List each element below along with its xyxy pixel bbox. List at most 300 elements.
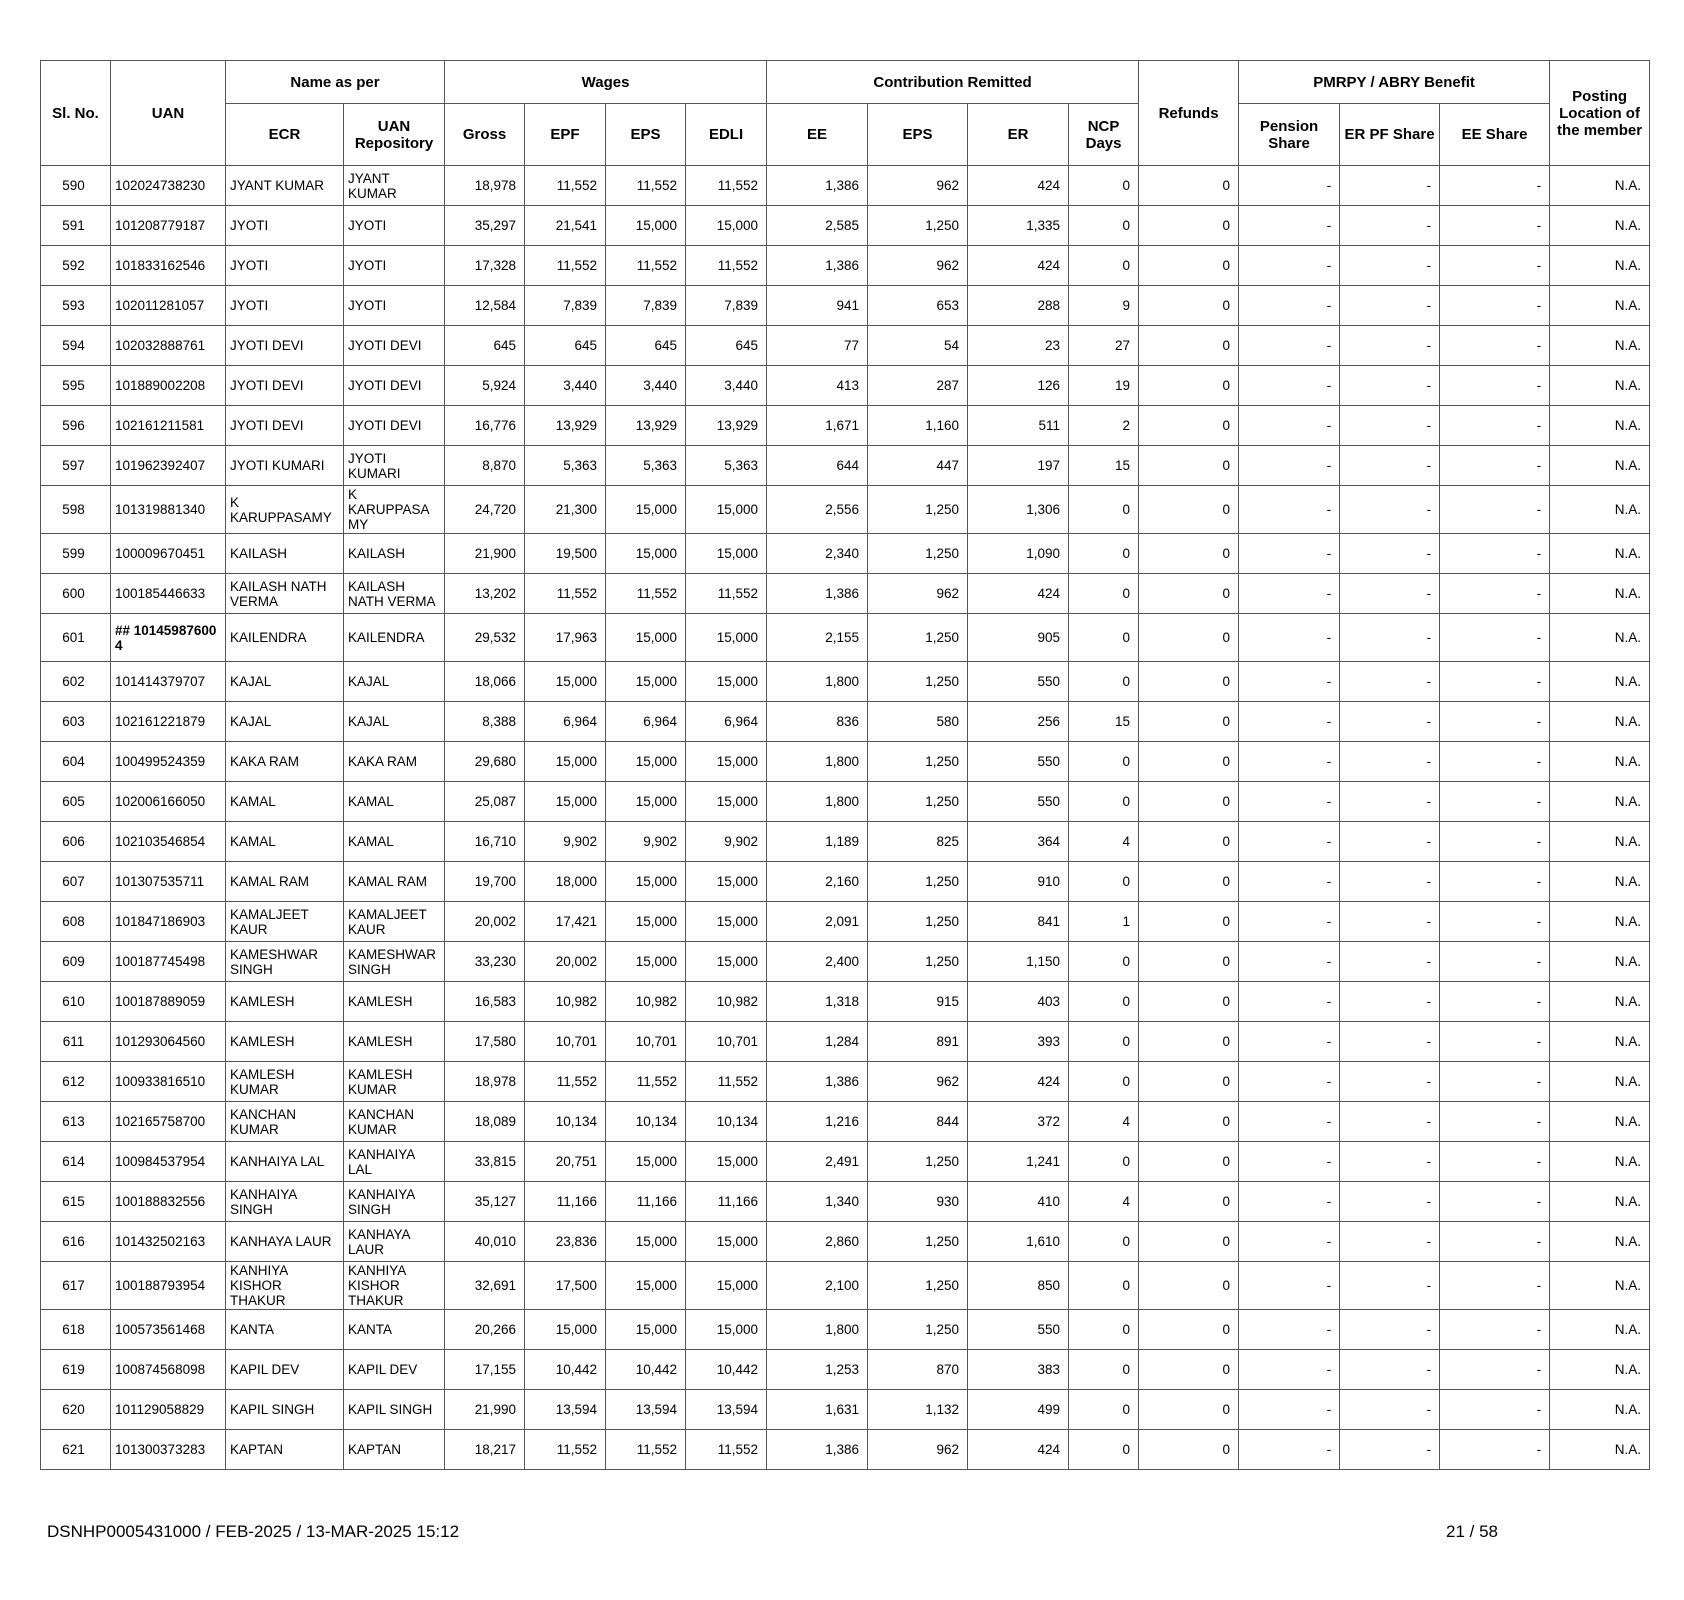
cell-er-pf-share: -	[1340, 1182, 1440, 1222]
cell-ncp-days: 0	[1069, 246, 1139, 286]
cell-contribution-ee: 1,386	[767, 246, 868, 286]
cell-posting-location: N.A.	[1550, 1022, 1650, 1062]
cell-sl-no: 610	[41, 982, 111, 1022]
cell-contribution-ee: 941	[767, 286, 868, 326]
cell-name-ecr: JYOTI	[226, 206, 344, 246]
cell-wages-gross: 29,532	[445, 614, 525, 662]
cell-sl-no: 621	[41, 1430, 111, 1470]
cell-uan: 100499524359	[111, 742, 226, 782]
cell-sl-no: 609	[41, 942, 111, 982]
table-row	[41, 1262, 1650, 1310]
header-epf: EPF	[525, 104, 606, 166]
cell-wages-gross: 20,002	[445, 902, 525, 942]
cell-uan: 102165758700	[111, 1102, 226, 1142]
cell-contribution-eps: 891	[868, 1022, 968, 1062]
cell-er-pf-share: -	[1340, 942, 1440, 982]
cell-refunds: 0	[1139, 614, 1239, 662]
cell-contribution-ee: 1,318	[767, 982, 868, 1022]
cell-contribution-ee: 836	[767, 702, 868, 742]
cell-uan: 100187889059	[111, 982, 226, 1022]
cell-name-uan-repository: JYOTI DEVI	[344, 406, 445, 446]
cell-name-uan-repository: KANCHAN KUMAR	[344, 1102, 445, 1142]
cell-contribution-eps: 54	[868, 326, 968, 366]
cell-wages-edli: 645	[686, 326, 767, 366]
cell-er-pf-share: -	[1340, 1222, 1440, 1262]
cell-ncp-days: 0	[1069, 982, 1139, 1022]
cell-wages-gross: 18,089	[445, 1102, 525, 1142]
cell-refunds: 0	[1139, 1142, 1239, 1182]
cell-posting-location: N.A.	[1550, 366, 1650, 406]
cell-contribution-er: 424	[968, 246, 1069, 286]
cell-contribution-eps: 870	[868, 1350, 968, 1390]
table-row	[41, 1390, 1650, 1430]
cell-wages-eps: 11,552	[606, 1430, 686, 1470]
cell-wages-edli: 10,701	[686, 1022, 767, 1062]
cell-er-pf-share: -	[1340, 1390, 1440, 1430]
cell-contribution-er: 1,150	[968, 942, 1069, 982]
cell-contribution-er: 499	[968, 1390, 1069, 1430]
cell-name-uan-repository: KANHAYA LAUR	[344, 1222, 445, 1262]
cell-sl-no: 614	[41, 1142, 111, 1182]
cell-name-ecr: JYOTI DEVI	[226, 326, 344, 366]
cell-name-ecr: KAKA RAM	[226, 742, 344, 782]
cell-posting-location: N.A.	[1550, 446, 1650, 486]
cell-wages-eps: 7,839	[606, 286, 686, 326]
cell-wages-epf: 10,701	[525, 1022, 606, 1062]
cell-ncp-days: 0	[1069, 1350, 1139, 1390]
cell-refunds: 0	[1139, 206, 1239, 246]
cell-wages-gross: 16,583	[445, 982, 525, 1022]
cell-contribution-ee: 1,386	[767, 1430, 868, 1470]
cell-wages-epf: 3,440	[525, 366, 606, 406]
cell-wages-gross: 16,776	[445, 406, 525, 446]
cell-wages-edli: 15,000	[686, 534, 767, 574]
cell-name-ecr: KAPTAN	[226, 1430, 344, 1470]
cell-uan: 100874568098	[111, 1350, 226, 1390]
cell-contribution-er: 910	[968, 862, 1069, 902]
header-pmrpy-abry: PMRPY / ABRY Benefit	[1239, 61, 1550, 104]
cell-wages-gross: 8,870	[445, 446, 525, 486]
cell-ncp-days: 27	[1069, 326, 1139, 366]
cell-er-pf-share: -	[1340, 862, 1440, 902]
header-contribution-eps: EPS	[868, 104, 968, 166]
cell-pension-share: -	[1239, 742, 1340, 782]
cell-pension-share: -	[1239, 1222, 1340, 1262]
cell-wages-epf: 20,751	[525, 1142, 606, 1182]
cell-wages-epf: 9,902	[525, 822, 606, 862]
cell-name-uan-repository: KAMESHWAR SINGH	[344, 942, 445, 982]
cell-uan: 101847186903	[111, 902, 226, 942]
cell-ee-share: -	[1440, 206, 1550, 246]
cell-name-ecr: KANHIYA KISHOR THAKUR	[226, 1262, 344, 1310]
cell-sl-no: 618	[41, 1310, 111, 1350]
cell-contribution-eps: 447	[868, 446, 968, 486]
cell-wages-epf: 20,002	[525, 942, 606, 982]
cell-wages-gross: 13,202	[445, 574, 525, 614]
cell-posting-location: N.A.	[1550, 1102, 1650, 1142]
cell-name-ecr: KAMAL	[226, 782, 344, 822]
cell-ncp-days: 0	[1069, 1430, 1139, 1470]
cell-name-ecr: JYOTI DEVI	[226, 406, 344, 446]
cell-name-ecr: KANHAYA LAUR	[226, 1222, 344, 1262]
table-row	[41, 1062, 1650, 1102]
cell-pension-share: -	[1239, 446, 1340, 486]
cell-ee-share: -	[1440, 982, 1550, 1022]
cell-pension-share: -	[1239, 406, 1340, 446]
cell-wages-gross: 8,388	[445, 702, 525, 742]
cell-ee-share: -	[1440, 246, 1550, 286]
cell-wages-edli: 15,000	[686, 1222, 767, 1262]
cell-wages-gross: 21,900	[445, 534, 525, 574]
cell-er-pf-share: -	[1340, 1350, 1440, 1390]
cell-contribution-eps: 1,250	[868, 1222, 968, 1262]
cell-contribution-ee: 2,100	[767, 1262, 868, 1310]
header-edli: EDLI	[686, 104, 767, 166]
cell-er-pf-share: -	[1340, 246, 1440, 286]
cell-contribution-eps: 1,250	[868, 1262, 968, 1310]
table-row	[41, 1350, 1650, 1390]
cell-wages-epf: 23,836	[525, 1222, 606, 1262]
cell-wages-gross: 5,924	[445, 366, 525, 406]
cell-contribution-ee: 1,800	[767, 782, 868, 822]
cell-pension-share: -	[1239, 1390, 1340, 1430]
cell-refunds: 0	[1139, 942, 1239, 982]
cell-wages-edli: 13,594	[686, 1390, 767, 1430]
cell-name-uan-repository: KAMAL RAM	[344, 862, 445, 902]
cell-ee-share: -	[1440, 782, 1550, 822]
table-row	[41, 782, 1650, 822]
cell-wages-edli: 9,902	[686, 822, 767, 862]
cell-wages-gross: 25,087	[445, 782, 525, 822]
cell-posting-location: N.A.	[1550, 1390, 1650, 1430]
cell-contribution-eps: 1,250	[868, 1142, 968, 1182]
cell-sl-no: 603	[41, 702, 111, 742]
cell-wages-gross: 35,127	[445, 1182, 525, 1222]
cell-name-uan-repository: KAMLESH	[344, 982, 445, 1022]
cell-wages-epf: 6,964	[525, 702, 606, 742]
cell-uan: 100933816510	[111, 1062, 226, 1102]
cell-pension-share: -	[1239, 1102, 1340, 1142]
table-row	[41, 862, 1650, 902]
cell-ncp-days: 4	[1069, 1182, 1139, 1222]
table-row	[41, 206, 1650, 246]
cell-refunds: 0	[1139, 1262, 1239, 1310]
cell-ee-share: -	[1440, 366, 1550, 406]
cell-er-pf-share: -	[1340, 286, 1440, 326]
cell-contribution-eps: 1,250	[868, 662, 968, 702]
cell-contribution-ee: 2,155	[767, 614, 868, 662]
cell-posting-location: N.A.	[1550, 782, 1650, 822]
cell-refunds: 0	[1139, 1430, 1239, 1470]
cell-name-ecr: JYOTI KUMARI	[226, 446, 344, 486]
cell-name-ecr: JYOTI	[226, 246, 344, 286]
cell-wages-eps: 6,964	[606, 702, 686, 742]
cell-posting-location: N.A.	[1550, 574, 1650, 614]
cell-wages-gross: 19,700	[445, 862, 525, 902]
cell-contribution-eps: 844	[868, 1102, 968, 1142]
cell-ncp-days: 4	[1069, 822, 1139, 862]
cell-posting-location: N.A.	[1550, 942, 1650, 982]
cell-name-uan-repository: KAPIL SINGH	[344, 1390, 445, 1430]
cell-wages-eps: 10,442	[606, 1350, 686, 1390]
cell-contribution-eps: 1,250	[868, 534, 968, 574]
cell-name-ecr: KANHAIYA SINGH	[226, 1182, 344, 1222]
cell-uan: 101319881340	[111, 486, 226, 534]
cell-refunds: 0	[1139, 702, 1239, 742]
cell-name-uan-repository: JYANT KUMAR	[344, 166, 445, 206]
cell-name-uan-repository: KAPTAN	[344, 1430, 445, 1470]
table-row	[41, 326, 1650, 366]
cell-refunds: 0	[1139, 1022, 1239, 1062]
cell-posting-location: N.A.	[1550, 1350, 1650, 1390]
cell-ee-share: -	[1440, 614, 1550, 662]
cell-refunds: 0	[1139, 662, 1239, 702]
cell-wages-edli: 6,964	[686, 702, 767, 742]
cell-uan: 100984537954	[111, 1142, 226, 1182]
cell-contribution-er: 905	[968, 614, 1069, 662]
cell-refunds: 0	[1139, 1102, 1239, 1142]
cell-wages-edli: 11,552	[686, 166, 767, 206]
cell-er-pf-share: -	[1340, 406, 1440, 446]
cell-er-pf-share: -	[1340, 1102, 1440, 1142]
cell-contribution-er: 1,610	[968, 1222, 1069, 1262]
cell-wages-gross: 20,266	[445, 1310, 525, 1350]
cell-contribution-er: 1,306	[968, 486, 1069, 534]
cell-ncp-days: 0	[1069, 614, 1139, 662]
cell-wages-eps: 11,552	[606, 1062, 686, 1102]
cell-contribution-eps: 580	[868, 702, 968, 742]
cell-er-pf-share: -	[1340, 486, 1440, 534]
cell-refunds: 0	[1139, 286, 1239, 326]
cell-pension-share: -	[1239, 366, 1340, 406]
cell-pension-share: -	[1239, 286, 1340, 326]
cell-ncp-days: 0	[1069, 1310, 1139, 1350]
cell-contribution-ee: 1,386	[767, 166, 868, 206]
cell-contribution-ee: 77	[767, 326, 868, 366]
cell-posting-location: N.A.	[1550, 534, 1650, 574]
cell-refunds: 0	[1139, 1310, 1239, 1350]
table-row	[41, 534, 1650, 574]
footer-page-number: 21 / 58	[1446, 1522, 1498, 1541]
cell-contribution-ee: 1,386	[767, 1062, 868, 1102]
cell-wages-epf: 17,963	[525, 614, 606, 662]
cell-wages-edli: 15,000	[686, 942, 767, 982]
cell-er-pf-share: -	[1340, 902, 1440, 942]
cell-name-uan-repository: KAILASH NATH VERMA	[344, 574, 445, 614]
cell-contribution-eps: 962	[868, 246, 968, 286]
cell-sl-no: 593	[41, 286, 111, 326]
cell-wages-epf: 11,552	[525, 246, 606, 286]
cell-contribution-ee: 1,800	[767, 1310, 868, 1350]
cell-ncp-days: 0	[1069, 166, 1139, 206]
cell-contribution-er: 403	[968, 982, 1069, 1022]
cell-wages-eps: 15,000	[606, 486, 686, 534]
cell-name-ecr: JYANT KUMAR	[226, 166, 344, 206]
table-row	[41, 1102, 1650, 1142]
cell-er-pf-share: -	[1340, 446, 1440, 486]
cell-refunds: 0	[1139, 1182, 1239, 1222]
cell-posting-location: N.A.	[1550, 1062, 1650, 1102]
cell-er-pf-share: -	[1340, 326, 1440, 366]
cell-refunds: 0	[1139, 534, 1239, 574]
table-row	[41, 902, 1650, 942]
cell-wages-eps: 15,000	[606, 1142, 686, 1182]
cell-pension-share: -	[1239, 1022, 1340, 1062]
cell-wages-gross: 40,010	[445, 1222, 525, 1262]
cell-sl-no: 600	[41, 574, 111, 614]
cell-contribution-eps: 915	[868, 982, 968, 1022]
cell-wages-eps: 15,000	[606, 862, 686, 902]
cell-wages-edli: 15,000	[686, 662, 767, 702]
cell-refunds: 0	[1139, 1062, 1239, 1102]
cell-contribution-er: 410	[968, 1182, 1069, 1222]
cell-wages-eps: 645	[606, 326, 686, 366]
cell-uan: 101300373283	[111, 1430, 226, 1470]
cell-wages-edli: 15,000	[686, 1262, 767, 1310]
cell-wages-edli: 15,000	[686, 486, 767, 534]
cell-ee-share: -	[1440, 1102, 1550, 1142]
cell-contribution-er: 424	[968, 1062, 1069, 1102]
cell-wages-gross: 18,217	[445, 1430, 525, 1470]
cell-er-pf-share: -	[1340, 166, 1440, 206]
cell-pension-share: -	[1239, 246, 1340, 286]
cell-er-pf-share: -	[1340, 1430, 1440, 1470]
cell-ncp-days: 0	[1069, 574, 1139, 614]
cell-er-pf-share: -	[1340, 534, 1440, 574]
cell-wages-edli: 15,000	[686, 742, 767, 782]
cell-pension-share: -	[1239, 1262, 1340, 1310]
cell-name-ecr: KAILENDRA	[226, 614, 344, 662]
cell-wages-edli: 11,552	[686, 574, 767, 614]
header-pension-share: Pension Share	[1239, 104, 1340, 166]
cell-sl-no: 591	[41, 206, 111, 246]
cell-contribution-eps: 1,160	[868, 406, 968, 446]
cell-ee-share: -	[1440, 1310, 1550, 1350]
cell-contribution-er: 511	[968, 406, 1069, 446]
cell-posting-location: N.A.	[1550, 982, 1650, 1022]
cell-wages-gross: 12,584	[445, 286, 525, 326]
cell-wages-eps: 3,440	[606, 366, 686, 406]
cell-wages-edli: 10,442	[686, 1350, 767, 1390]
cell-wages-eps: 11,166	[606, 1182, 686, 1222]
cell-sl-no: 602	[41, 662, 111, 702]
cell-er-pf-share: -	[1340, 782, 1440, 822]
cell-ee-share: -	[1440, 822, 1550, 862]
cell-refunds: 0	[1139, 486, 1239, 534]
cell-name-ecr: KAMAL RAM	[226, 862, 344, 902]
cell-ee-share: -	[1440, 446, 1550, 486]
cell-sl-no: 615	[41, 1182, 111, 1222]
cell-contribution-er: 850	[968, 1262, 1069, 1310]
cell-contribution-ee: 2,340	[767, 534, 868, 574]
cell-wages-epf: 11,552	[525, 166, 606, 206]
cell-er-pf-share: -	[1340, 742, 1440, 782]
cell-ee-share: -	[1440, 1222, 1550, 1262]
cell-sl-no: 616	[41, 1222, 111, 1262]
cell-pension-share: -	[1239, 982, 1340, 1022]
table-row	[41, 486, 1650, 534]
cell-posting-location: N.A.	[1550, 1142, 1650, 1182]
cell-contribution-er: 197	[968, 446, 1069, 486]
cell-contribution-ee: 644	[767, 446, 868, 486]
cell-name-ecr: KAJAL	[226, 702, 344, 742]
cell-ncp-days: 19	[1069, 366, 1139, 406]
cell-er-pf-share: -	[1340, 1022, 1440, 1062]
cell-refunds: 0	[1139, 902, 1239, 942]
cell-contribution-er: 393	[968, 1022, 1069, 1062]
cell-name-uan-repository: JYOTI DEVI	[344, 366, 445, 406]
cell-wages-eps: 15,000	[606, 1310, 686, 1350]
cell-wages-edli: 11,552	[686, 1430, 767, 1470]
cell-pension-share: -	[1239, 574, 1340, 614]
cell-wages-epf: 13,594	[525, 1390, 606, 1430]
footer-document-ref: DSNHP0005431000 / FEB-2025 / 13-MAR-2025 15:12	[47, 1522, 460, 1541]
cell-wages-epf: 11,166	[525, 1182, 606, 1222]
cell-wages-eps: 13,929	[606, 406, 686, 446]
cell-ee-share: -	[1440, 574, 1550, 614]
cell-wages-eps: 15,000	[606, 782, 686, 822]
table-row	[41, 1430, 1650, 1470]
cell-sl-no: 606	[41, 822, 111, 862]
cell-contribution-eps: 653	[868, 286, 968, 326]
cell-contribution-er: 424	[968, 574, 1069, 614]
cell-er-pf-share: -	[1340, 1262, 1440, 1310]
cell-wages-edli: 13,929	[686, 406, 767, 446]
cell-contribution-ee: 1,189	[767, 822, 868, 862]
cell-wages-eps: 9,902	[606, 822, 686, 862]
cell-ee-share: -	[1440, 1022, 1550, 1062]
cell-wages-gross: 33,230	[445, 942, 525, 982]
cell-er-pf-share: -	[1340, 1142, 1440, 1182]
cell-contribution-eps: 1,250	[868, 902, 968, 942]
cell-wages-epf: 5,363	[525, 446, 606, 486]
cell-contribution-eps: 962	[868, 166, 968, 206]
cell-uan: 100188832556	[111, 1182, 226, 1222]
cell-contribution-ee: 1,340	[767, 1182, 868, 1222]
cell-contribution-eps: 1,132	[868, 1390, 968, 1430]
cell-posting-location: N.A.	[1550, 166, 1650, 206]
cell-ncp-days: 0	[1069, 1142, 1139, 1182]
cell-posting-location: N.A.	[1550, 662, 1650, 702]
cell-uan: 102006166050	[111, 782, 226, 822]
cell-name-uan-repository: JYOTI KUMARI	[344, 446, 445, 486]
header-ee-share: EE Share	[1440, 104, 1550, 166]
cell-name-ecr: KAMLESH	[226, 982, 344, 1022]
cell-wages-epf: 17,500	[525, 1262, 606, 1310]
table-row	[41, 1222, 1650, 1262]
cell-wages-edli: 15,000	[686, 862, 767, 902]
cell-name-ecr: KAPIL SINGH	[226, 1390, 344, 1430]
cell-uan: 102103546854	[111, 822, 226, 862]
cell-uan: 101307535711	[111, 862, 226, 902]
header-er-pf-share: ER PF Share	[1340, 104, 1440, 166]
cell-ncp-days: 0	[1069, 782, 1139, 822]
cell-wages-gross: 21,990	[445, 1390, 525, 1430]
cell-wages-eps: 15,000	[606, 206, 686, 246]
cell-contribution-er: 424	[968, 166, 1069, 206]
cell-name-ecr: K KARUPPASAMY	[226, 486, 344, 534]
cell-wages-edli: 11,552	[686, 246, 767, 286]
cell-pension-share: -	[1239, 1142, 1340, 1182]
cell-pension-share: -	[1239, 782, 1340, 822]
cell-pension-share: -	[1239, 822, 1340, 862]
header-ecr: ECR	[226, 104, 344, 166]
cell-pension-share: -	[1239, 1182, 1340, 1222]
cell-wages-gross: 18,978	[445, 166, 525, 206]
cell-refunds: 0	[1139, 406, 1239, 446]
table-row	[41, 574, 1650, 614]
cell-ee-share: -	[1440, 1390, 1550, 1430]
